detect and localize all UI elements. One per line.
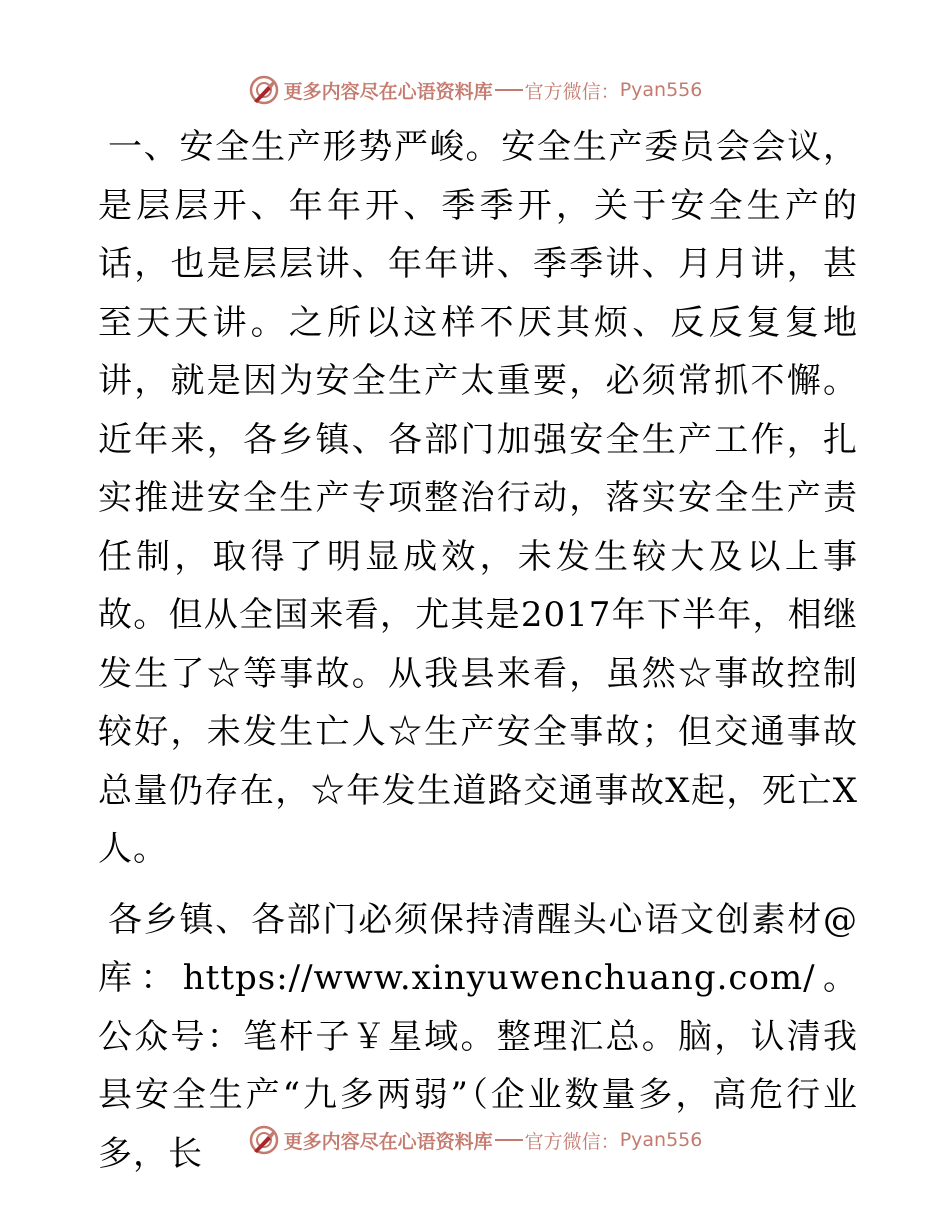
header-separator (495, 89, 523, 91)
header-wechat-id: Pyan556 (619, 79, 703, 101)
footer-banner (0, 1120, 950, 1160)
paragraph-stay-alert: 各乡镇、各部门必须保持清醒头心语文创素材@库：https://www.xinyuwenchuang.com/。公众号：笔杆子￥星域。整理汇总。脑，认清我县安全生产“九多两弱”（企业数量多，高危行业多，长 (98, 899, 858, 1174)
brand-logo-icon (248, 1124, 280, 1156)
paragraph-safety-situation: 一、安全生产形势严峻。安全生产委员会会议，是层层开、年年开、季季开，关于安全生产的话，也是层层讲、年年讲、季季讲、月月讲，甚至天天讲。之所以这样不厌其烦、反反复复地讲，就是因为安全生产太重要，必须常抓不懈。近年来，各乡镇、各部门加强安全生产工作，扎实推进安全生产专项整治行动，落实安全生产责任制，取得了明显成效，未发生较大及以上事故。但从全国来看，尤其是2017年下半年，相继发生了☆等事故。从我县来看，虽然☆事故控制较好，未发生亡人☆生产安全事故；但交通事故总量仍存在，☆年发生道路交通事故X起，死亡X人。 (98, 127, 858, 869)
footer-wechat-label: 官方微信： (524, 1130, 620, 1153)
brand-logo-icon (248, 74, 280, 106)
header-brand-text: 更多内容尽在心语资料库 (283, 80, 493, 103)
footer-brand-text: 更多内容尽在心语资料库 (283, 1130, 493, 1153)
header-banner (0, 70, 950, 110)
footer-separator (495, 1139, 523, 1141)
footer-wechat-id: Pyan556 (619, 1129, 703, 1151)
header-wechat-label: 官方微信： (524, 80, 620, 103)
document-body (98, 118, 858, 1183)
